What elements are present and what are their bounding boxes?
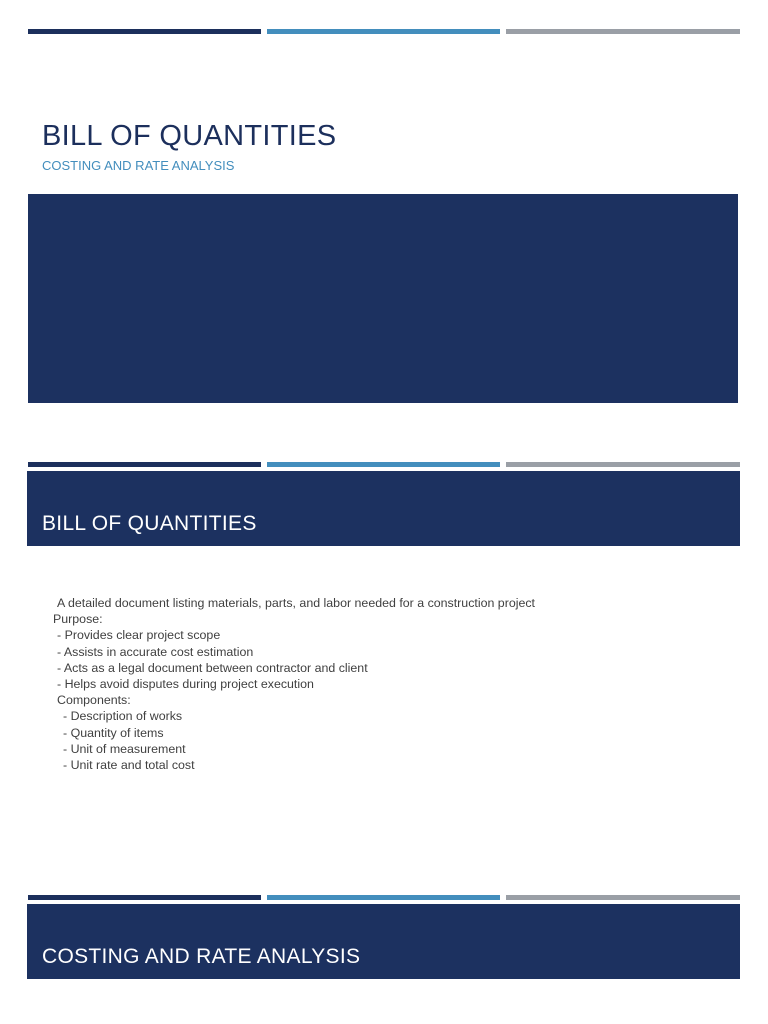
list-item: - Unit rate and total cost xyxy=(63,758,195,773)
accent-bar-dark-2 xyxy=(28,462,261,467)
list-item: - Description of works xyxy=(63,709,183,724)
section-header-band xyxy=(27,904,740,979)
accent-bar-dark-1 xyxy=(28,29,261,34)
list-item: - Helps avoid disputes during project execution xyxy=(57,677,314,692)
section-title: COSTING AND RATE ANALYSIS xyxy=(42,945,361,968)
accent-bar-dark-3 xyxy=(28,895,261,900)
list-item: - Assists in accurate cost estimation xyxy=(57,644,254,659)
section-header-band xyxy=(27,471,740,546)
slide-title: BILL OF QUANTITIES xyxy=(42,120,337,152)
list-item: Components: xyxy=(57,693,131,708)
list-item: - Provides clear project scope xyxy=(57,628,221,643)
accent-bar-blue-1 xyxy=(267,29,500,34)
boq-content-list xyxy=(0,595,536,773)
list-item: Purpose: xyxy=(53,612,103,627)
slide-subtitle: COSTING AND RATE ANALYSIS xyxy=(42,158,235,173)
accent-bar-blue-3 xyxy=(267,895,500,900)
section-title: BILL OF QUANTITIES xyxy=(42,512,257,535)
accent-bar-gray-1 xyxy=(506,29,740,34)
title-slide-navy-panel xyxy=(28,194,738,403)
list-item: - Unit of measurement xyxy=(63,741,186,756)
list-item: - Acts as a legal document between contractor and client xyxy=(57,660,368,675)
accent-bar-gray-3 xyxy=(506,895,740,900)
list-item: A detailed document listing materials, parts, and labor needed for a construction project xyxy=(57,596,536,610)
accent-bar-blue-2 xyxy=(267,462,500,467)
list-item: - Quantity of items xyxy=(63,725,164,740)
accent-bar-gray-2 xyxy=(506,462,740,467)
